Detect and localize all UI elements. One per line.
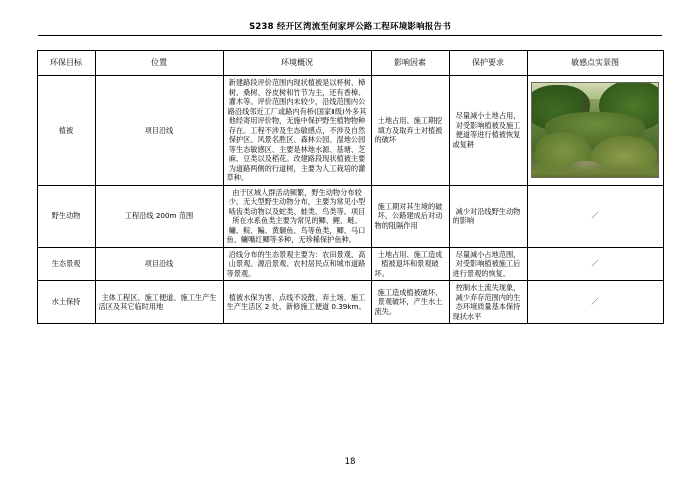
table-row [37, 281, 663, 324]
table-row [37, 247, 663, 281]
cell-location: 工程沿线 200m 范围 [95, 185, 223, 247]
cell-target: 植被 [37, 76, 95, 186]
cell-target: 野生动物 [37, 185, 95, 247]
column-header-photo: 敏感点实景图 [527, 51, 663, 76]
page-number: 18 [344, 457, 356, 467]
cell-photo [527, 76, 663, 186]
cell-target: 水土保持 [37, 281, 95, 324]
column-header-target: 环保目标 [37, 51, 95, 76]
column-header-impact: 影响因素 [371, 51, 449, 76]
cell-photo-empty: ／ [527, 281, 663, 324]
cell-location: 主体工程区、施工便道、施工生产生活区及其它临时用地 [95, 281, 223, 324]
cell-photo-empty: ／ [527, 185, 663, 247]
environmental-targets-table [37, 50, 664, 324]
photo-grass-foreground [532, 164, 658, 177]
cell-requirement: 减少对沿线野生动物的影响 [449, 185, 527, 247]
cell-location: 项目沿线 [95, 76, 223, 186]
cell-photo-empty: ／ [527, 247, 663, 281]
table-header-row [37, 51, 663, 76]
cell-location: 项目沿线 [95, 247, 223, 281]
cell-impact: 施工造成植被破坏、景观破坏，产生水土流失。 [371, 281, 449, 324]
table-row [37, 76, 663, 186]
cell-overview: 新建路段评价范围内现状植被是以杯树、樟树、桑树、谷皮树和竹节为主，还有香樟、灌木等。评价范围内未较少，沿线范围内公路沿线邻近工厂或路内有桥(国家Ⅱ级)外多其他经寄用评价物，无施中保护野生植物物种存在。工程不涉及生态敏感点，不涉及自然保护区、风景名胜区、森林公园、湿地公园等生态敏感区、主要是林地水源、基塘、芝麻、豆类以及稻花。改建路段现状植被主要为道路两侧的行道树，主要为人工栽培的灌草种。 [223, 76, 371, 186]
column-header-requirement: 保护要求 [449, 51, 527, 76]
column-header-overview: 环境概况 [223, 51, 371, 76]
cell-overview: 沿线分布的生态景观主要为：农田景观、高山景观、源沿景观、农村居民点和城市道路等景观。 [223, 247, 371, 281]
page-header: S238 经开区湾流至何家坪公路工程环境影响报告书 [38, 22, 662, 36]
cell-requirement: 尽量减小占地范围，对受影响植被施工后进行景观的恢复。 [449, 247, 527, 281]
cell-impact: 土地占用、施工造成植被退坏和景观破坏。 [371, 247, 449, 281]
column-header-location: 位置 [95, 51, 223, 76]
table-row [37, 185, 663, 247]
cell-target: 生态景观 [37, 247, 95, 281]
cell-overview: 由于区域人群活动频繁，野生动物分布较少，无大型野生动物分布，主要为常见小型啮齿类动物以及蛇类、蛙类、鸟类等。项目所在水系鱼类主要为常见的鲫、鲤、鲢、鳙、鲩、鳊、黄颡鱼、鸟等鱼类，鲫、马口鱼、鳙嘴红鲫等多种，无珍稀保护鱼种。 [223, 185, 371, 247]
cell-overview: 植被水保为害、点线不设散、弃土场、施工生产生活区 2 处、新修施工便道 0.39km。 [223, 281, 371, 324]
cell-requirement: 尽量减小土地占用，对受影响植被及施工便道等进行植被恢复或复耕 [449, 76, 527, 186]
cell-impact: 施工期对其生境的破坏，公路建成后对动物的阻隔作用 [371, 185, 449, 247]
vegetation-site-photo [531, 82, 659, 178]
cell-requirement: 控制水土流失现象，减少弃存范围内的生态环境质量基本保持现状水平 [449, 281, 527, 324]
cell-impact: 土地占用、施工期挖填方及取弃土对植被的破坏 [371, 76, 449, 186]
